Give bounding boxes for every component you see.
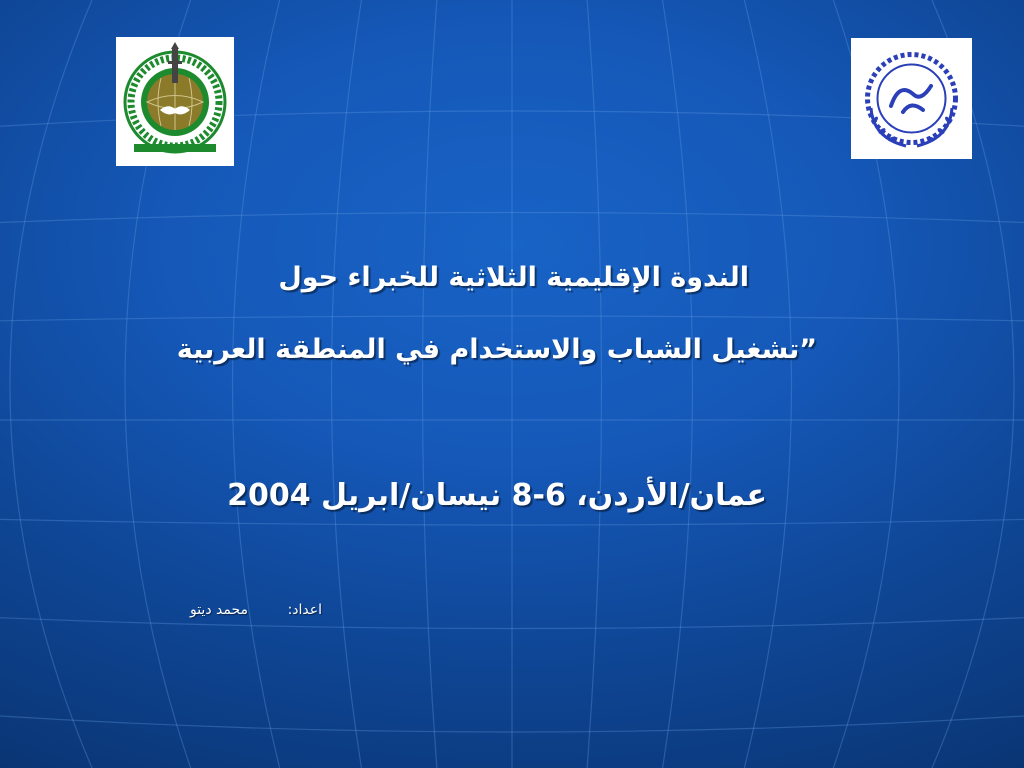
venue-and-date: عمان/الأردن، 6-8 نيسان/ابريل 2004: [227, 478, 767, 513]
islamic-development-bank-logo: [116, 37, 234, 166]
arab-labour-organization-logo: [851, 38, 972, 159]
slide-title-line-2: ”تشغيل الشباب والاستخدام في المنطقة العربية: [176, 334, 817, 365]
author-label: اعداد:: [287, 602, 322, 618]
author-name: محمد ديتو: [189, 602, 248, 618]
slide-title-line-1: الندوة الإقليمية الثلاثية للخبراء حول: [278, 262, 749, 293]
